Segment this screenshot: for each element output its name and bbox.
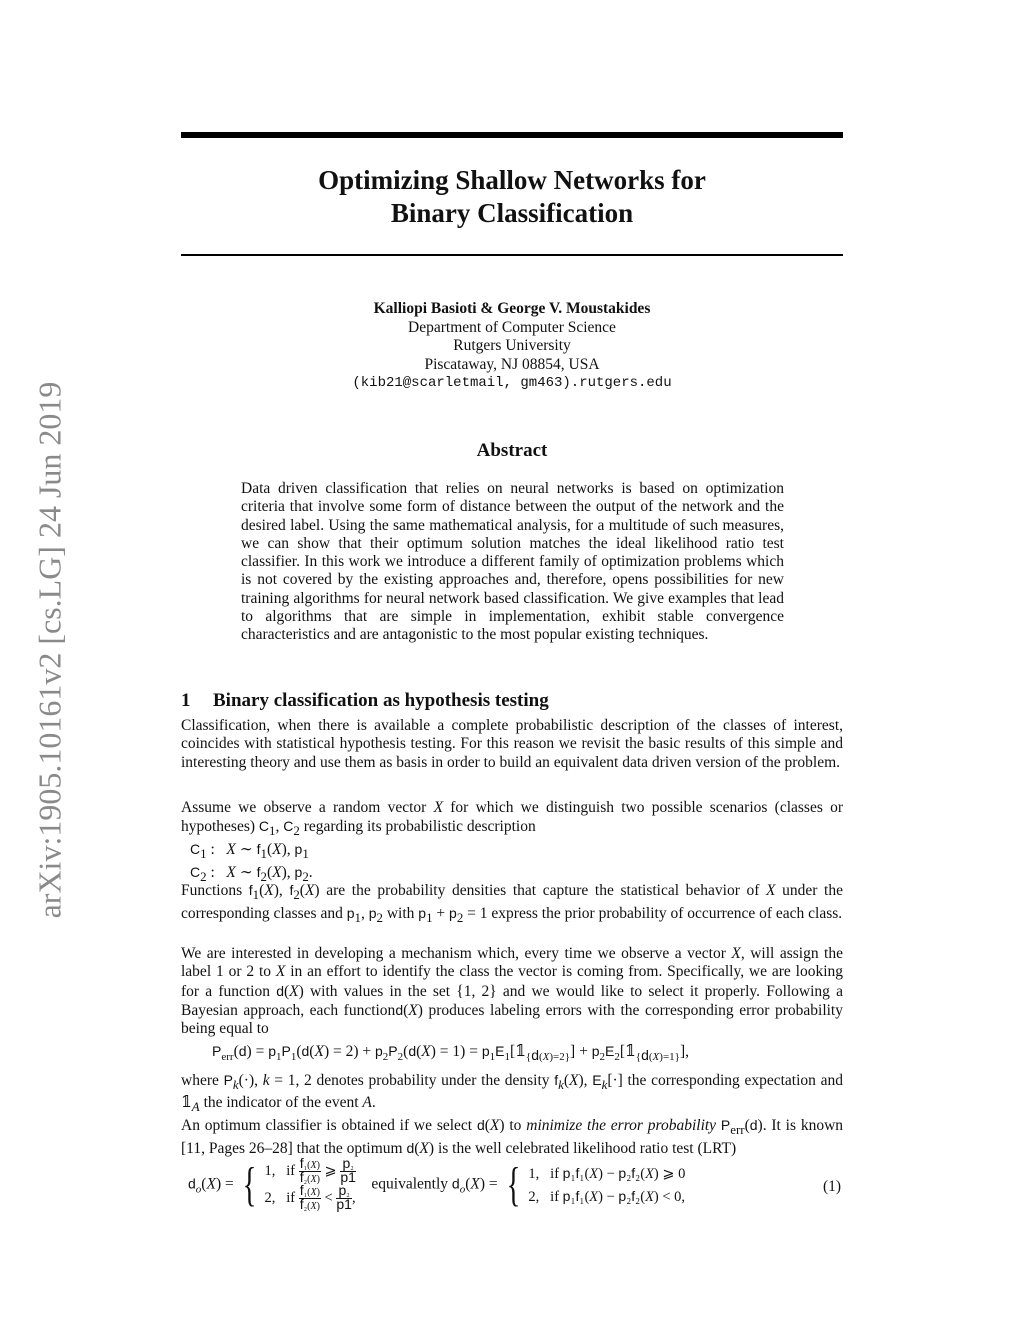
- abstract-text: Data driven classification that relies on neural networks is based on optimization criteria that involve some form of distance between the output of the network and the desired label. Using the same mathematical analysis, for a multitude of such measures, we can show that their optimum solution matches the ideal likelihood ratio test classifier. In this work we introduce a different family of optimization problems which is not covered by the existing approaches and, therefore, opens possibilities for new training algorithms for neural network based classification. We give examples that lead to algorithms that are simple in implementation, exhibit stable convergence characteristics and are antagonistic to the most popular existing techniques.: [241, 480, 784, 644]
- hypotheses: [190, 840, 313, 886]
- section-title: Binary classification as hypothesis testing: [213, 690, 549, 711]
- section-number: 1: [181, 690, 191, 711]
- paragraph-2: Assume we observe a random vector X for which we distinguish two possible scenarios (classes or hypotheses) $C_1$, $C_2$ regarding its probabilistic description: [181, 799, 843, 839]
- title-line-2: Binary Classification: [390, 198, 634, 228]
- paragraph-3: Functions $f_1(X)$, $f_2(X)$ are the probability densities that capture the statistical behavior of X under the corresponding classes and $p_1$, $p_2$ with $p_1 + p_2 = 1$ express the prior probability of occurrence of each class.: [181, 882, 843, 926]
- section-heading: [181, 690, 843, 712]
- paragraph-1: Classification, when there is available a complete probabilistic description of the classes of interest, coincides with statistical hypothesis testing. For this reason we revisit the basic results of this simple and interesting theory and use them as basis in order to build an equivalent data driven version of the problem.: [181, 717, 843, 771]
- paragraph-5: where $P_k(\cdot)$, k = 1, 2 denotes probability under the density $f_k(X)$, $E_k[\cdot]$ the corresponding expectation and $𝟙_A$ the indicator of the event A.: [181, 1072, 843, 1115]
- error-probability-equation: $P_{err}(d) = p_1P_1(d(X) = 2) + p_2P_2(d(X) = 1)$ = $p_1E_1[𝟙_{\{d(X)=2\}}]$ + $p_2E_2[𝟙_{\{d(X)=1\}}]$,: [212, 1043, 689, 1064]
- lrt-cases: 1, if $\frac{\text{f₁(X)}}{\text{f₂(X)}}$ ⩾ $\frac{\text{p₂}}{p1}$ 2, if $\frac{\text{f₁(X)}}{\text{f₂(X)}}$ < $\frac{\text{p₂}}{p1}$ ,: [264, 1155, 356, 1212]
- equivalently-label: equivalently: [371, 1175, 449, 1193]
- title-bottom-rule: [181, 254, 843, 256]
- paragraph-4: We are interested in developing a mechanism which, every time we observe a vector X, will assign the label 1 or 2 to X in an effort to identify the class the vector is coming from. Specifically, we are looking for a function d(X) with values in the set {1, 2} and we would like to select it properly. Following a Bayesian approach, each functiond(X) produces labeling errors with the corresponding error probability being equal to: [181, 945, 844, 1038]
- hypothesis-1: $C_1$ : X ∼ $f_1(X)$, $p_1$: [190, 841, 309, 862]
- abstract-heading: Abstract: [476, 440, 548, 461]
- lrt-equivalent-cases: 1, if p₁f₁(X) − p₂f₂(X) ⩾ 0 2, if p₁f₁(X) − p₂f₂(X) < 0,: [528, 1165, 686, 1205]
- paragraph-6: An optimum classifier is obtained if we select d(X) to minimize the error probability $P_{err}(d)$. It is known [11, Pages 26–28] that the optimum d(X) is the well celebrated likelihood ratio test (LRT): [181, 1117, 844, 1158]
- author-address: Piscataway, NJ 08854, USA: [424, 355, 600, 373]
- title-line-1: Optimizing Shallow Networks for: [318, 165, 706, 195]
- lrt-equation: $d_o(X)$ = { 1, if $\frac{\text{f₁(X)}}{\text{f₂(X)}}$ ⩾ $\frac{\text{p₂}}{p1}$ 2, if $\frac{\text{f₁(X)}}{\text{f₂(X)}}$ < $\frac{\text{p₂}}{p1}$ , equivalently $d_o(X)$ = { 1, if p₁f₁(X) − p₂f₂(X) ⩾ 0 2, if p₁f₁(X) − p₂f₂(X) < 0,: [188, 1155, 686, 1212]
- author-emails: (kib21@scarletmail, gm463).rutgers.edu: [352, 375, 672, 391]
- paper-title: [181, 164, 843, 230]
- author-department: Department of Computer Science: [408, 318, 616, 336]
- author-block: [181, 300, 843, 393]
- author-university: Rutgers University: [453, 337, 571, 354]
- arxiv-identifier: arXiv:1905.10161v2 [cs.LG] 24 Jun 2019: [31, 381, 68, 919]
- title-top-rule: [181, 132, 843, 138]
- author-names: Kalliopi Basioti & George V. Moustakides: [373, 300, 651, 317]
- equation-number: (1): [823, 1178, 842, 1195]
- hypothesis-2: $C_2$ : X ∼ $f_2(X)$, $p_2$.: [190, 864, 313, 885]
